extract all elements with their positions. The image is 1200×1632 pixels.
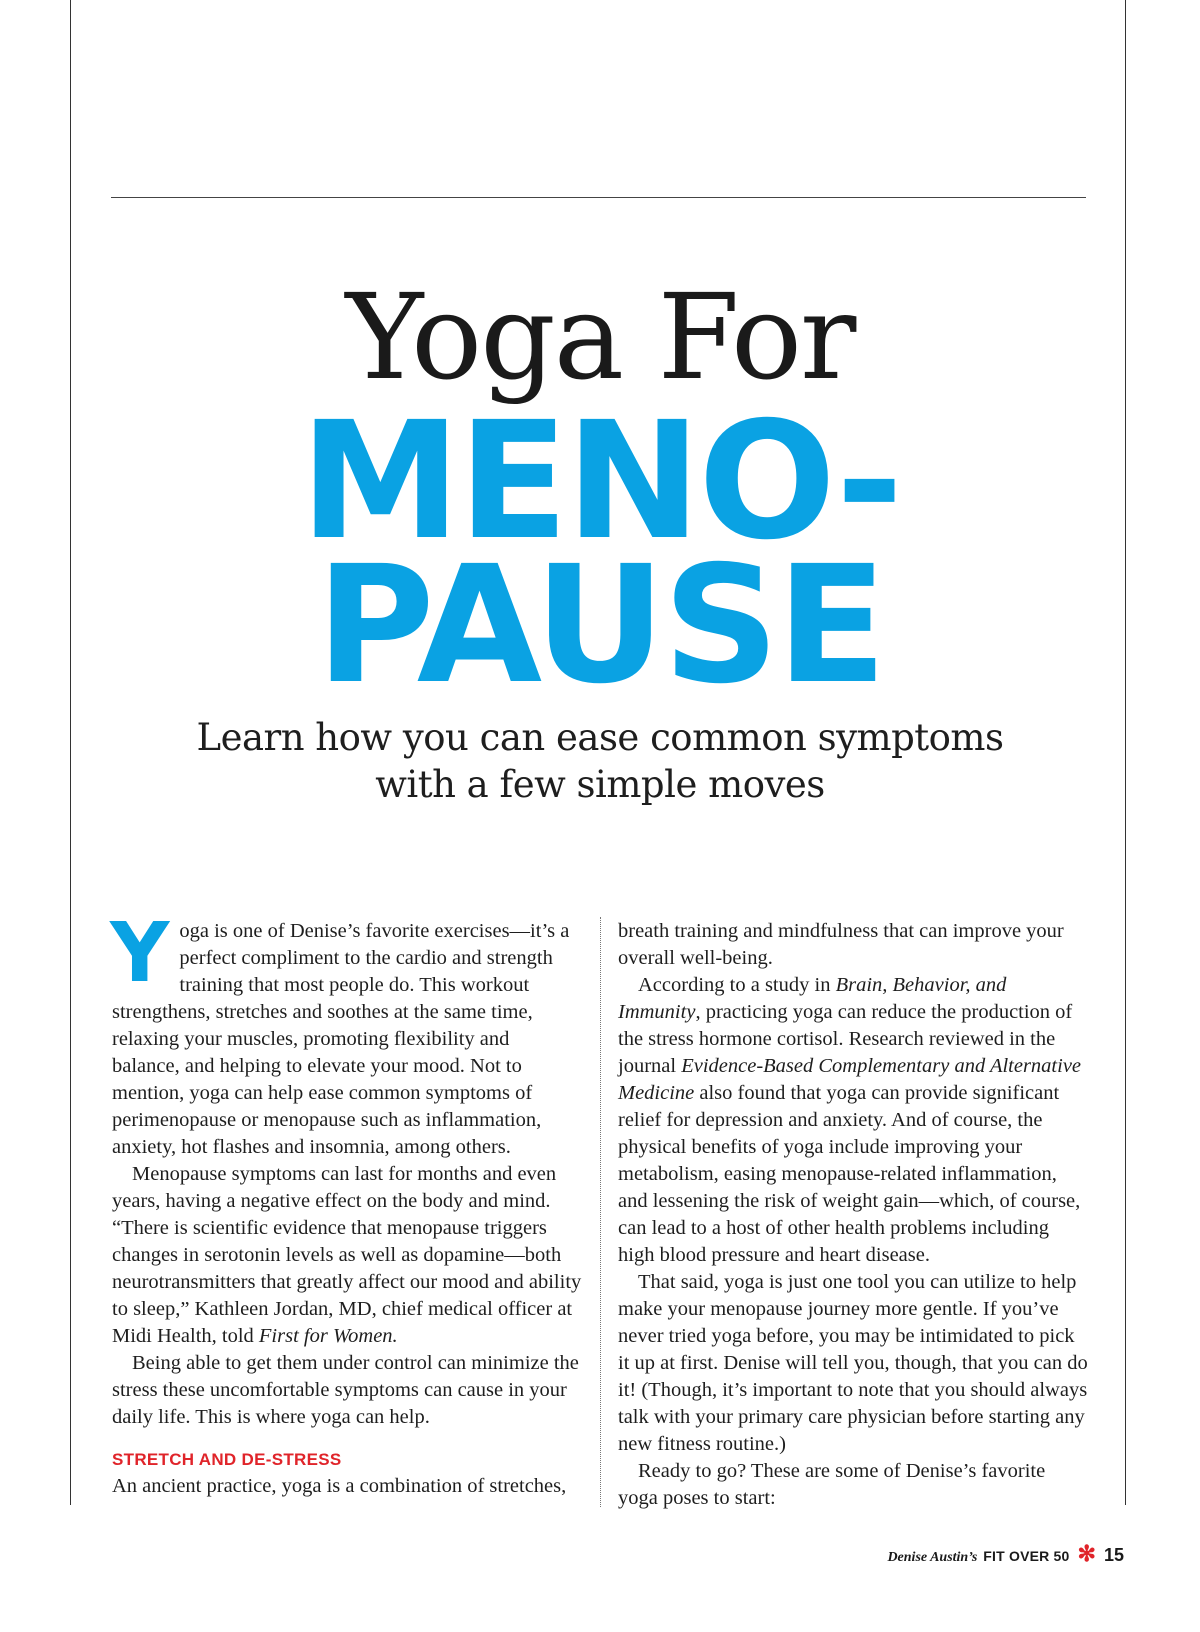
footer-brand: Denise Austin’s <box>887 1550 978 1565</box>
section-subhead: STRETCH AND DE-STRESS <box>112 1450 342 1469</box>
left-column <box>110 906 582 1500</box>
intro-paragraph <box>110 906 582 1161</box>
paragraph-4: An ancient practice, yoga is a combination of stretches, <box>112 1475 567 1497</box>
asterisk-icon: ✻ <box>1077 1541 1096 1566</box>
deck <box>0 714 1200 808</box>
right-paragraph-2-a: According to a study in <box>638 974 836 996</box>
intro-text: oga is one of Denise’s favorite exercises—it’s a perfect compliment to the cardio and strength training that most people do. This workout strengthens, stretches and soothes at the same time, relaxing your muscles, promoting flexibility and balance, and helping to elevate your mood. Not to mention, yoga can help ease common symptoms of perimenopause or menopause such as inflammation, anxiety, hot flashes and insomnia, among others. <box>112 920 570 1158</box>
right-column <box>618 918 1088 1512</box>
right-paragraph-2 <box>618 972 1088 1269</box>
title-line-1: Yoga For <box>345 268 855 406</box>
title-line-3: PAUSE <box>315 532 885 720</box>
journal-name-2: Evidence-Based Complementary and Alternative Medicine <box>618 1055 1082 1104</box>
column-divider <box>600 917 601 1507</box>
right-paragraph-2-b: , practicing yoga can reduce the production of the stress hormone cortisol. Research reviewed in the journal <box>618 1001 1073 1077</box>
page-number: 15 <box>1103 1545 1124 1565</box>
deck-line-2: with a few simple moves <box>375 763 825 806</box>
paragraph-2-text: Menopause symptoms can last for months and even years, having a negative effect on the body and mind. “There is scientific evidence that menopause triggers changes in serotonin levels as well as dopamine—both neurotransmitters that greatly affect our mood and ability to sleep,” Kathleen Jordan, MD, chief medical officer at Midi Health, told <box>112 1163 582 1347</box>
paragraph-3: Being able to get them under control can minimize the stress these uncomfortable symptoms can cause in your daily life. This is where yoga can help. <box>112 1352 579 1428</box>
right-paragraph-2-c: also found that yoga can provide significant relief for depression and anxiety. And of course, the physical benefits of yoga include improving your metabolism, easing menopause-related inflammation, and lessening the risk of weight gain—which, of course, can lead to a host of other health problems including high blood pressure and heart disease. <box>618 1082 1081 1266</box>
title-line-2: MENO- <box>299 388 901 576</box>
right-paragraph-4: Ready to go? These are some of Denise’s favorite yoga poses to start: <box>618 1460 1046 1509</box>
journal-name-1: Brain, Behavior, and Immunity <box>618 974 1007 1023</box>
right-paragraph-3: That said, yoga is just one tool you can utilize to help make your menopause journey more gentle. If you’ve never tried yoga before, you may be intimidated to pick it up at first. Denise will tell you, though, that you can do it! (Though, it’s important to note that you should always talk with your primary care physician before starting any new fitness routine.) <box>618 1271 1088 1455</box>
right-paragraph-1: breath training and mindfulness that can improve your overall well-being. <box>618 920 1064 969</box>
publication-name: First for Women. <box>258 1325 398 1347</box>
paragraph-2 <box>112 1161 582 1350</box>
page-footer <box>887 1543 1124 1566</box>
footer-magazine: FIT OVER 50 <box>983 1548 1070 1564</box>
top-rule <box>111 197 1086 198</box>
deck-line-1: Learn how you can ease common symptoms <box>196 716 1004 759</box>
drop-cap: Y <box>110 906 170 1001</box>
